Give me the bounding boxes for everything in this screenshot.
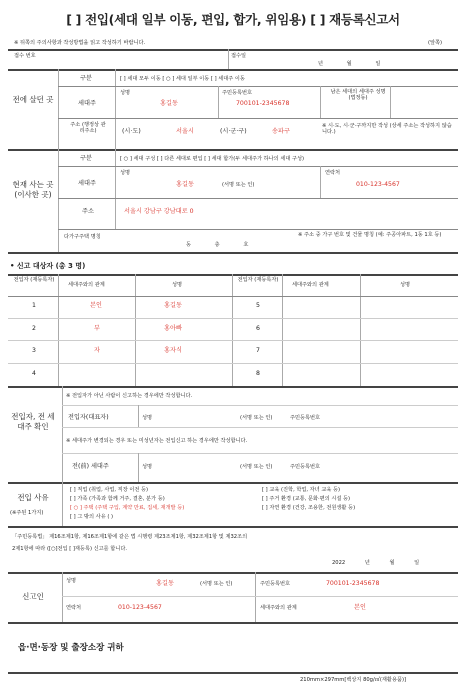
reporter-phone-value[interactable]: 010-123-4567 — [118, 604, 162, 611]
reporter-name-value[interactable]: 홍길동 — [156, 580, 174, 587]
confirm-note1: ※ 전입자가 아닌 사람이 신고하는 경우에만 작성합니다. — [66, 393, 193, 399]
reporter-rel-label: 세대주와의 관계 — [260, 605, 297, 611]
row-name[interactable]: 홍길동 — [164, 302, 182, 309]
prev-rrn-value[interactable]: 700101-2345678 — [236, 100, 290, 107]
col-rel-header-2: 세대주와의 관계 — [292, 282, 329, 288]
row-rel[interactable]: 부 — [94, 325, 100, 332]
curr-name-label: 성명 — [120, 170, 131, 176]
prev-name-value[interactable]: 홍길동 — [160, 100, 178, 107]
prev-label: 전에 살던 곳 — [12, 95, 54, 104]
row-no-2: 8 — [256, 370, 260, 377]
reporter-rrn-value[interactable]: 700101-2345678 — [326, 580, 380, 587]
receipt-date-units: 년 월 일 — [318, 61, 381, 67]
law-text-1: 「주민등록법」 제16조제1항, 제16조제1항에 같은 법 시행령 제23조제1항, 제32조제1항 및 제32조의 — [12, 534, 248, 540]
prev-head-sign: (서명 또는 인) — [240, 464, 273, 470]
reporter-label: 신고인 — [22, 592, 44, 601]
col-rel-header: 세대주와의 관계 — [68, 282, 105, 288]
receipt-date-label: 접수일 — [231, 53, 247, 59]
row-no: 3 — [32, 347, 36, 354]
prev-head-rrn-label: 주민등록번호 — [290, 464, 321, 470]
col-no-header-2: 전입자 (재등록자) — [237, 277, 279, 283]
prev-type-options[interactable]: [ ] 세대 모두 이동 [ ○ ] 세대 일부 이동 [ ] 세대주 이동 — [120, 76, 245, 82]
law-date: 2022 년 월 일 — [332, 560, 420, 566]
row-rel[interactable]: 자 — [94, 347, 100, 354]
prev-head-label: 세대주 — [78, 100, 96, 107]
prev-addr-si: (시·도) — [122, 128, 141, 135]
prev-rrn-label: 주민등록번호 — [222, 90, 253, 96]
row-no-2: 5 — [256, 302, 260, 309]
mover-label: 전입자(대표자) — [68, 414, 109, 421]
curr-type-label: 구분 — [80, 155, 92, 162]
curr-addr-label: 주소 — [82, 208, 94, 215]
law-text-2: 2제1항에 따라 ([○]전입 [ ]재등록) 신고를 합니다. — [12, 546, 127, 552]
prev-head-name-label: 성명 — [142, 464, 153, 470]
bullet-icon: • — [10, 262, 17, 270]
row-rel[interactable]: 본인 — [90, 302, 102, 309]
row-no: 2 — [32, 325, 36, 332]
page-side: (앞쪽) — [428, 40, 443, 46]
prev-addr-si-value[interactable]: 서울시 — [176, 128, 194, 135]
reporter-rrn-label: 주민등록번호 — [260, 581, 291, 587]
prev-addr-note: ※ 시·도, 시·군·구까지만 작성 (상세 주소는 작성하지 않습니다.) — [322, 123, 452, 136]
reporter-sign: (서명 또는 인) — [200, 581, 233, 587]
reporters-heading: • 신고 대상자 (총 3 명) — [10, 262, 86, 270]
col-name-header: 성명 — [172, 282, 183, 288]
form-title: [ ] 전입(세대 일부 이동, 편입, 합가, 위임용) [ ] 재등록신고서 — [66, 12, 400, 27]
col-name-header-2: 성명 — [400, 282, 411, 288]
mover-name-label: 성명 — [142, 415, 153, 421]
reason-right-2[interactable]: [ ] 자연 환경 (건강, 조용한, 전원생활 등) — [262, 505, 356, 511]
reporter-phone-label: 연락처 — [66, 605, 82, 611]
curr-phone-label: 연락처 — [325, 170, 341, 176]
row-no: 1 — [32, 302, 36, 309]
mover-rrn-label: 주민등록번호 — [290, 415, 321, 421]
curr-multi-note: ※ 주소 중 가구 번호 및 건물 명칭 (예: 주공아파트, 1동 1호 등) — [298, 232, 442, 238]
prev-addr-gu: (시·군·구) — [220, 128, 247, 135]
reason-right-1[interactable]: [ ] 주거 환경 (교통, 문화·편의 시설 등) — [262, 496, 351, 502]
row-no-2: 6 — [256, 325, 260, 332]
prev-name-label: 성명 — [120, 90, 131, 96]
footer: 210mm×297mm[백상지 80g/㎡(재활용품)] — [300, 677, 407, 683]
curr-addr-value[interactable]: 서울시 강남구 강남대로 0 — [124, 208, 194, 215]
curr-label: 현재 사는 곳 (이사한 곳) — [12, 180, 54, 200]
curr-name-value[interactable]: 홍길동 — [176, 181, 194, 188]
curr-type-options[interactable]: [ ○ ] 세대 구성 [ ] 다른 세대로 편입 [ ] 세대 합가(두 세대주가 하나의 세대 구성) — [120, 156, 305, 162]
mover-sign: (서명 또는 인) — [240, 415, 273, 421]
curr-head-label: 세대주 — [78, 180, 96, 187]
reason-label: 전입 사유 — [17, 493, 49, 502]
col-no-header: 전입자 (재등록자) — [13, 277, 55, 283]
reason-left-2[interactable]: [ ○ ] 주택 (주택 구입, 계약 만료, 집세, 재개발 등) — [70, 505, 185, 511]
reporter-name-label: 성명 — [66, 578, 77, 584]
recipient: 읍·면·동장 및 출장소장 귀하 — [18, 643, 124, 653]
row-no-2: 7 — [256, 347, 260, 354]
notice: ※ 뒤쪽의 주의사항과 작성방법을 읽고 작성하기 바랍니다. — [14, 40, 146, 46]
row-name[interactable]: 홍아빠 — [164, 325, 182, 332]
prev-addr-label: 주소 (행정상 관리주소) — [70, 122, 106, 135]
receipt-no-label: 접수 번호 — [14, 53, 36, 59]
row-no: 4 — [32, 370, 36, 377]
reason-left-0[interactable]: [ ] 직업 (취업, 사업, 직장 이전 등) — [70, 487, 149, 493]
prev-addr-gu-value[interactable]: 송파구 — [272, 128, 290, 135]
reason-left-3[interactable]: [ ] 그 밖의 사유 ( ) — [70, 514, 114, 520]
confirm-label: 전입자, 전 세대주 확인 — [11, 412, 55, 432]
reporter-rel-value[interactable]: 본인 — [354, 604, 366, 611]
curr-multi-label: 다가구주택 명칭 — [64, 234, 101, 240]
prev-head-confirm-label: 전(前) 세대주 — [72, 463, 109, 470]
curr-phone-value[interactable]: 010-123-4567 — [356, 181, 400, 188]
reason-left-1[interactable]: [ ] 가족 (가족과 함께 거주, 결혼, 분가 등) — [70, 496, 165, 502]
curr-multi-units: 동 층 호 — [186, 242, 249, 248]
confirm-note2: ※ 세대주가 변경되는 경우 또는 미성년자는 전입신고 하는 경우에만 작성합니다. — [66, 438, 248, 444]
prev-type-label: 구분 — [80, 75, 92, 82]
reason-right-0[interactable]: [ ] 교육 (진학, 학업, 자녀 교육 등) — [262, 487, 341, 493]
reason-sub: (※주된 1가지) — [10, 510, 44, 516]
curr-sign: (서명 또는 인) — [222, 182, 255, 188]
prev-remain-label: 남은 세대의 세대주 성명 (법정동) — [330, 89, 386, 102]
row-name[interactable]: 홍자식 — [164, 347, 182, 354]
